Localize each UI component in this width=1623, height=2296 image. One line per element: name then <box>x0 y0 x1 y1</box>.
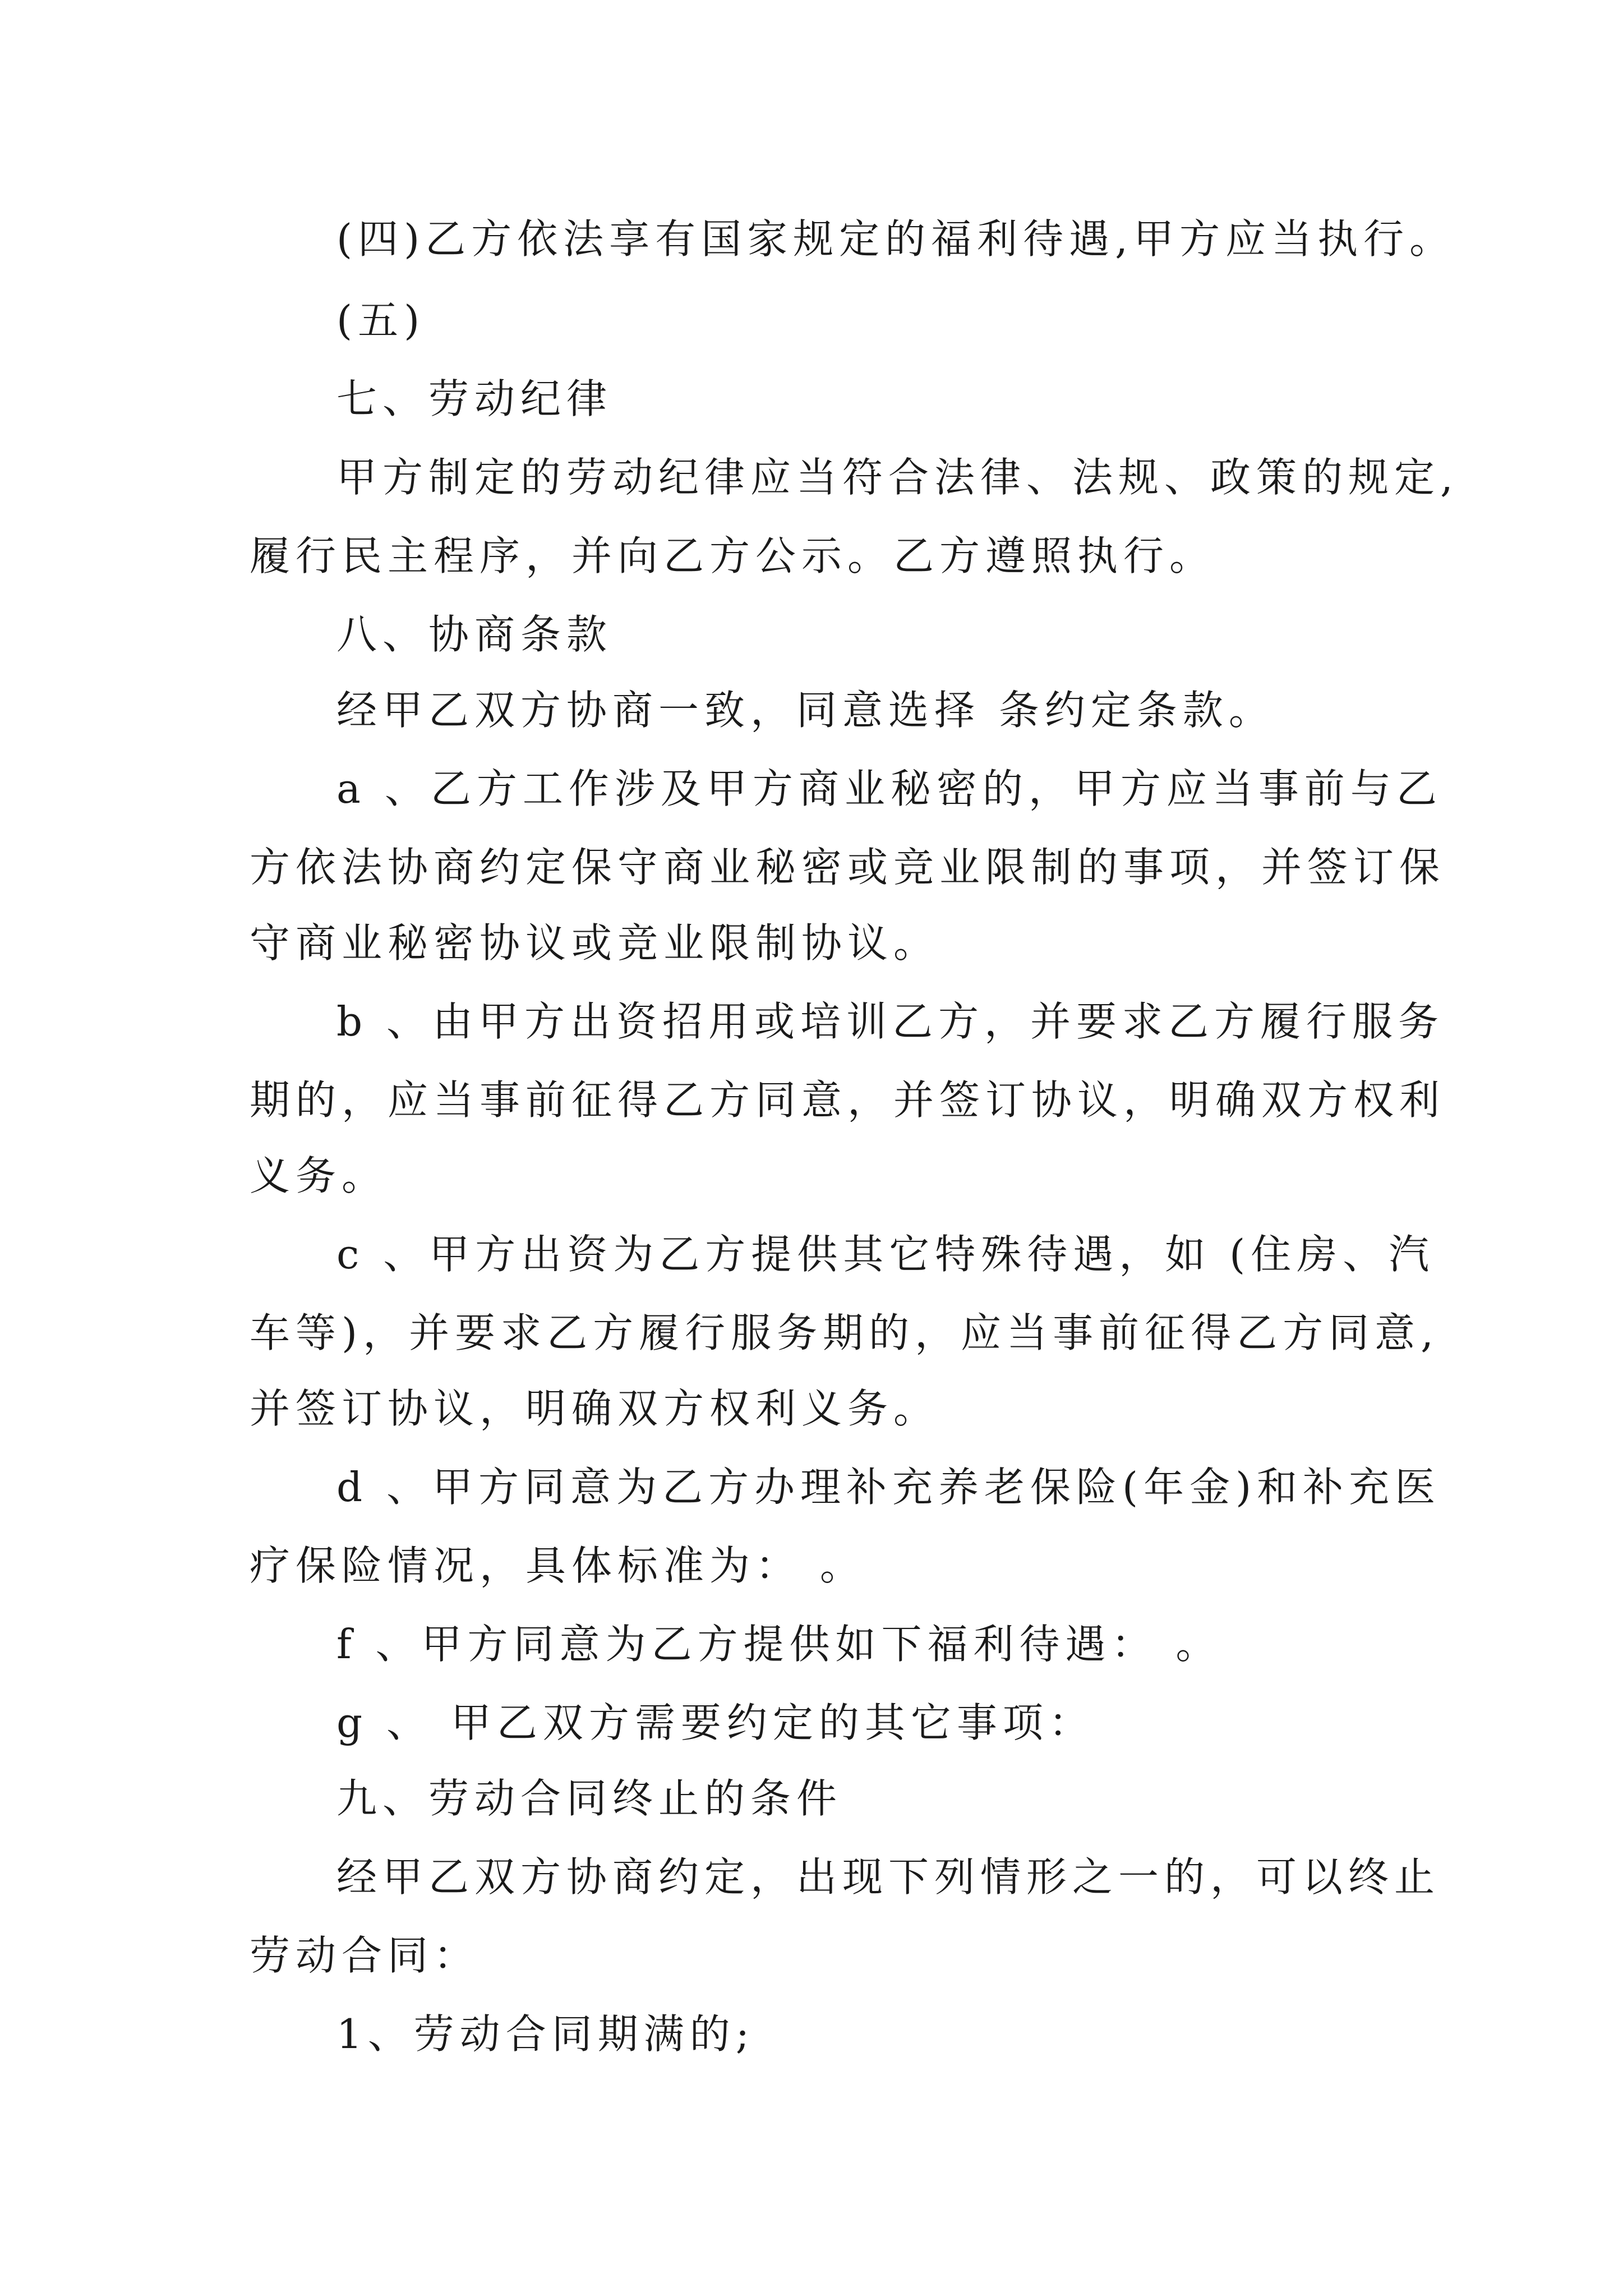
clause-c-line: 并签订协议，明确双方权利义务。 <box>250 1385 940 1432</box>
welfare-clause-4: (四)乙方依法享有国家规定的福利待遇,甲方应当执行。 <box>336 215 1456 263</box>
paragraph-line: 经甲乙双方协商约定，出现下列情形之一的，可以终止 <box>336 1853 1441 1901</box>
clause-5: (五) <box>336 297 426 344</box>
clause-d-line: 疗保险情况，具体标准为： 。 <box>250 1542 866 1589</box>
clause-c-line: 车等)，并要求乙方履行服务期的，应当事前征得乙方同意, <box>250 1309 1439 1356</box>
clause-b-line: 期的，应当事前征得乙方同意，并签订协议，明确双方权利 <box>250 1076 1446 1124</box>
clause-b-line: b 、由甲方出资招用或培训乙方，并要求乙方履行服务 <box>336 998 1444 1045</box>
termination-item-1: 1、劳动合同期满的; <box>336 2010 755 2058</box>
section-heading-negotiated-terms: 八、协商条款 <box>336 611 613 658</box>
paragraph-line: 履行民主程序，并向乙方公示。乙方遵照执行。 <box>250 532 1216 579</box>
paragraph-line: 经甲乙双方协商一致，同意选择 条约定条款。 <box>336 687 1275 734</box>
clause-d-line: d 、甲方同意为乙方办理补充养老保险(年金)和补充医 <box>336 1464 1441 1511</box>
clause-g-line: g 、 甲乙双方需要约定的其它事项： <box>336 1699 1095 1746</box>
section-heading-labor-discipline: 七、劳动纪律 <box>336 375 613 422</box>
clause-f-line: f 、甲方同意为乙方提供如下福利待遇： 。 <box>336 1621 1222 1668</box>
clause-c-line: c 、甲方出资为乙方提供其它特殊待遇，如 (住房、汽 <box>336 1231 1435 1278</box>
clause-a-line: 方依法协商约定保守商业秘密或竞业限制的事项，并签订保 <box>250 844 1446 891</box>
clause-a-line: a 、乙方工作涉及甲方商业秘密的，甲方应当事前与乙 <box>336 765 1442 812</box>
clause-b-line: 义务。 <box>250 1152 388 1199</box>
clause-a-line: 守商业秘密协议或竞业限制协议。 <box>250 919 940 967</box>
paragraph-line: 甲方制定的劳动纪律应当符合法律、法规、政策的规定, <box>336 454 1459 501</box>
paragraph-line: 劳动合同： <box>250 1932 480 1979</box>
section-heading-termination: 九、劳动合同终止的条件 <box>336 1775 843 1822</box>
